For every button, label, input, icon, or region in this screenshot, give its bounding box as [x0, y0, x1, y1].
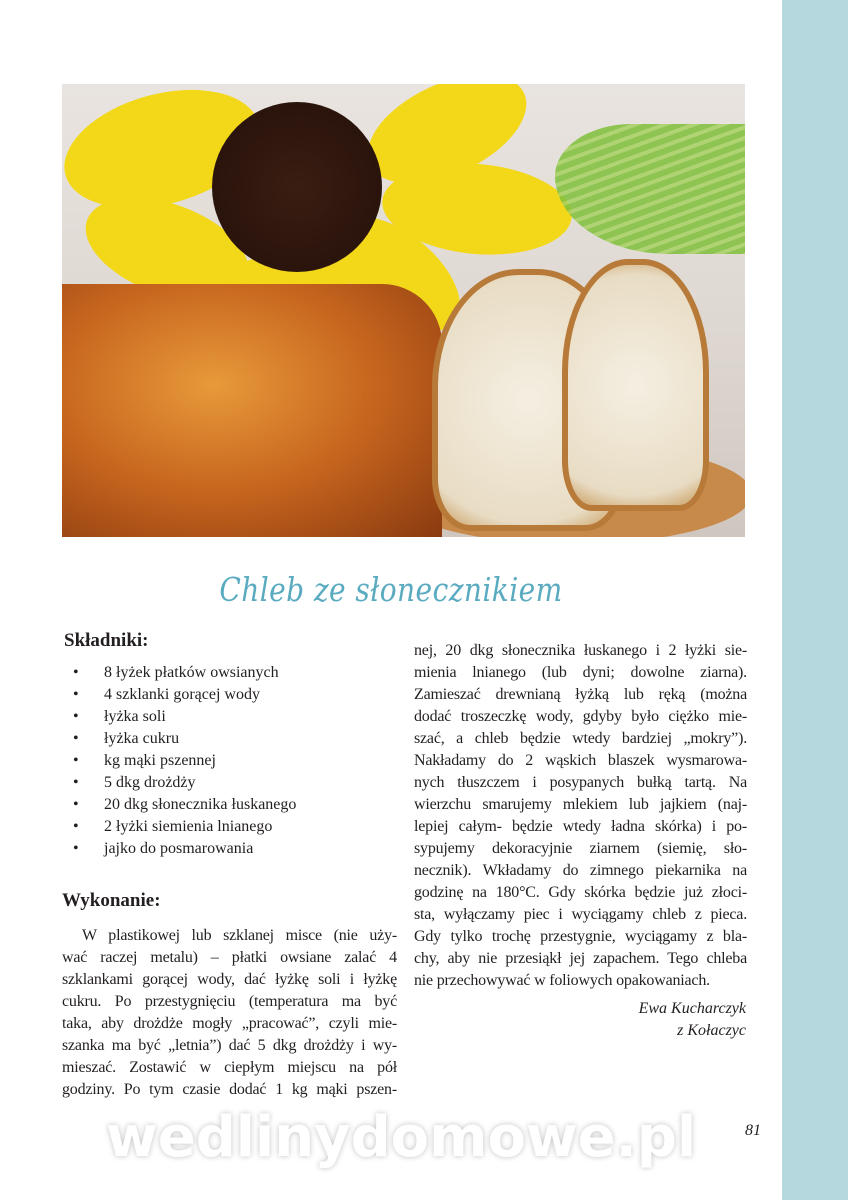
recipe-title: Chleb ze słonecznikiem [219, 570, 563, 609]
bread-slice [562, 259, 709, 511]
method-text-left: W plastikowej lub szklanej misce (nie uży- wać raczej metalu) – płatki owsiane zalać 4 szklankami gorącej wody, dać łyżkę soli i łyżkę cukru. Po przestygnięciu (temperatura ma być taka, aby drożdże mogły „pracować”, czyli mie- szanka ma być „letnia”) dać 5 dkg drożdży i wy- mieszać. Zostawić w ciepłym miejscu na pół godziny. Po tym czasie dodać 1 kg mąki pszen- [62, 927, 397, 1098]
list-item: • 4 szklanki gorącej wody [73, 686, 260, 703]
author-name: Ewa Kucharczyk [638, 1000, 746, 1017]
list-item: • jajko do posmarowania [73, 840, 254, 857]
list-item: • kg mąki pszennej [73, 752, 216, 769]
sunflower-center [212, 102, 382, 272]
ingredients-list [64, 662, 296, 860]
page-number: 81 [745, 1122, 761, 1139]
method-heading: Wykonanie: [62, 890, 161, 911]
list-item: • łyżka cukru [73, 730, 180, 747]
side-color-band [782, 0, 848, 1200]
list-item: • 8 łyżek płatków owsianych [73, 664, 279, 681]
ingredients-heading: Składniki: [64, 630, 149, 651]
wheat-ears [555, 124, 745, 254]
list-item: • 20 dkg słonecznika łuskanego [73, 796, 297, 813]
list-item: • 5 dkg drożdży [73, 774, 196, 791]
method-text-right: nej, 20 dkg słonecznika łuskanego i 2 łyżki sie- mienia lnianego (lub dyni; dowolne ziarna). Zamieszać drewnianą łyżką lub ręką (można dodać troszeczkę wody, gdyby było ciężko mie- szać, a chleb będzie wtedy bardziej „mokry”). Nakładamy do 2 wąskich blaszek wysmarowa- nych tłuszczem i posypanych bułką tartą. Na wierzchu smarujemy mlekiem lub jajkiem (naj- lepiej całym- będzie wtedy ładna skórka) i po- sypujemy dekoracyjnie ziarnem (siemię, sło- necznik). Wkładamy do zimnego piekarnika na godzinę na 180°C. Gdy skórka będzie już złoci- sta, wyłączamy piec i wyciągamy chleb z pieca. Gdy tylko trochę przestygnie, wyciągamy z bla- chy, aby nie przesiąkł jej zapachem. Tego chleba nie przechowywać w foliowych opakowaniach. [414, 642, 747, 989]
list-item: • 2 łyżki siemienia lnianego [73, 818, 273, 835]
list-item: • łyżka soli [73, 708, 166, 725]
author-place: z Kołaczyc [677, 1022, 746, 1039]
author-signature [639, 998, 746, 1042]
watermark: wedlinydomowe.pl [106, 1105, 697, 1170]
bread-loaf [62, 284, 442, 537]
bread-photo [62, 84, 745, 537]
